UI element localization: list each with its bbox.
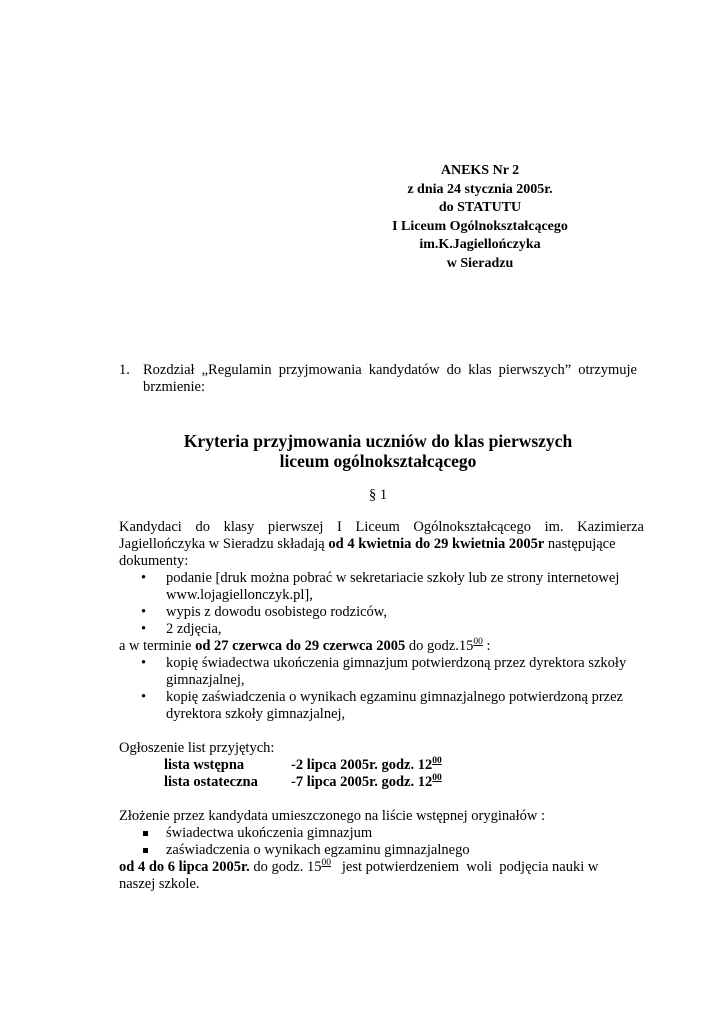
originals-text: jest potwierdzeniem woli podjęcia nauki w: [330, 859, 599, 875]
chapter-line: brzmienie:: [143, 379, 206, 395]
header-line: do STATUTU: [438, 200, 522, 215]
list-item-text: gimnazjalnej,: [166, 672, 245, 688]
documents-list: [119, 570, 644, 638]
originals-final-line: [119, 859, 644, 876]
list-item-text: kopię zaświadczenia o wynikach egzaminu gimnazjalnego potwierdzoną przez: [166, 689, 623, 705]
list-item: [119, 604, 644, 621]
intro-text: następujące: [544, 536, 616, 552]
announcement-row: [119, 774, 644, 791]
bullet-icon: •: [141, 655, 147, 671]
document-title: [119, 431, 637, 471]
title-line: Kryteria przyjmowania uczniów do klas pierwszych: [183, 431, 573, 451]
list-label: lista ostateczna: [164, 774, 258, 790]
copies-list: [119, 655, 644, 723]
intro-line: [119, 536, 644, 553]
bullet-icon: •: [141, 604, 147, 620]
list-item: [119, 570, 644, 604]
bullet-icon: •: [141, 689, 147, 705]
list-item: [119, 689, 644, 723]
list-item: [119, 842, 644, 859]
list-minutes: 00: [432, 773, 442, 783]
list-item: [119, 655, 644, 689]
list-item-text: zaświadczenia o wynikach egzaminu gimnazjalnego: [166, 842, 470, 858]
header-line: w Sieradzu: [446, 255, 514, 271]
chapter-paragraph: [119, 362, 637, 396]
list-item-text: podanie [druk można pobrać w sekretariacie szkoły lub ze strony internetowej: [166, 570, 620, 586]
term-text: :: [482, 638, 491, 654]
annex-header: [330, 162, 630, 273]
header-line: z dnia 24 stycznia 2005r.: [407, 181, 553, 197]
chapter-line: Rozdział „Regulamin przyjmowania kandydatów do klas pierwszych” otrzymuje: [143, 362, 637, 378]
header-line: ANEKS Nr 2: [440, 163, 520, 178]
section-sign: § 1: [368, 487, 388, 503]
header-line: I Liceum Ogólnokształcącego: [392, 218, 568, 234]
originals-final-line: naszej szkole.: [119, 876, 200, 892]
list-item-text: świadectwa ukończenia gimnazjum: [166, 825, 373, 841]
term-line: [119, 638, 644, 655]
list-date: -2 lipca 2005r. godz. 12: [291, 757, 433, 773]
intro-text: Jagiellończyka w Sieradzu składają: [119, 536, 329, 552]
intro-dates: od 4 kwietnia do 29 kwietnia 2005r: [328, 536, 545, 552]
list-item-text: kopię świadectwa ukończenia gimnazjum potwierdzoną przez dyrektora szkoły: [166, 655, 627, 671]
originals-heading: Złożenie przez kandydata umieszczonego na liście wstępnej oryginałów :: [119, 808, 545, 824]
intro-line: dokumenty:: [119, 553, 189, 569]
originals-text: do godz. 15: [249, 859, 322, 875]
list-item-text: www.lojagiellonczyk.pl],: [166, 587, 313, 603]
list-item-text: wypis z dowodu osobistego rodziców,: [166, 604, 387, 620]
chapter-number: 1.: [119, 362, 130, 378]
term-minutes: 00: [473, 637, 483, 647]
list-item: [119, 825, 644, 842]
list-item-text: dyrektora szkoły gimnazjalnej,: [166, 706, 346, 722]
list-minutes: 00: [432, 756, 442, 766]
square-bullet-icon: [143, 831, 148, 836]
term-text: do godz.15: [405, 638, 474, 654]
list-label: lista wstępna: [164, 757, 245, 773]
term-text: a w terminie: [119, 638, 196, 654]
list-item-text: 2 zdjęcia,: [166, 621, 222, 637]
title-line: liceum ogólnokształcącego: [279, 451, 477, 471]
bullet-icon: •: [141, 621, 147, 637]
intro-line: Kandydaci do klasy pierwszej I Liceum Ogólnokształcącego im. Kazimierza: [119, 519, 644, 535]
square-bullet-icon: [143, 848, 148, 853]
term-dates: od 27 czerwca do 29 czerwca 2005: [195, 638, 406, 654]
originals-minutes: 00: [321, 858, 331, 868]
originals-list: [119, 825, 644, 859]
header-line: im.K.Jagiellończyka: [419, 237, 541, 252]
announcement-heading: Ogłoszenie list przyjętych:: [119, 740, 275, 756]
bullet-icon: •: [141, 570, 147, 586]
list-item: [119, 621, 644, 638]
document-body: [119, 519, 644, 893]
announcement-row: [119, 757, 644, 774]
originals-dates: od 4 do 6 lipca 2005r.: [119, 859, 250, 875]
list-date: -7 lipca 2005r. godz. 12: [291, 774, 433, 790]
